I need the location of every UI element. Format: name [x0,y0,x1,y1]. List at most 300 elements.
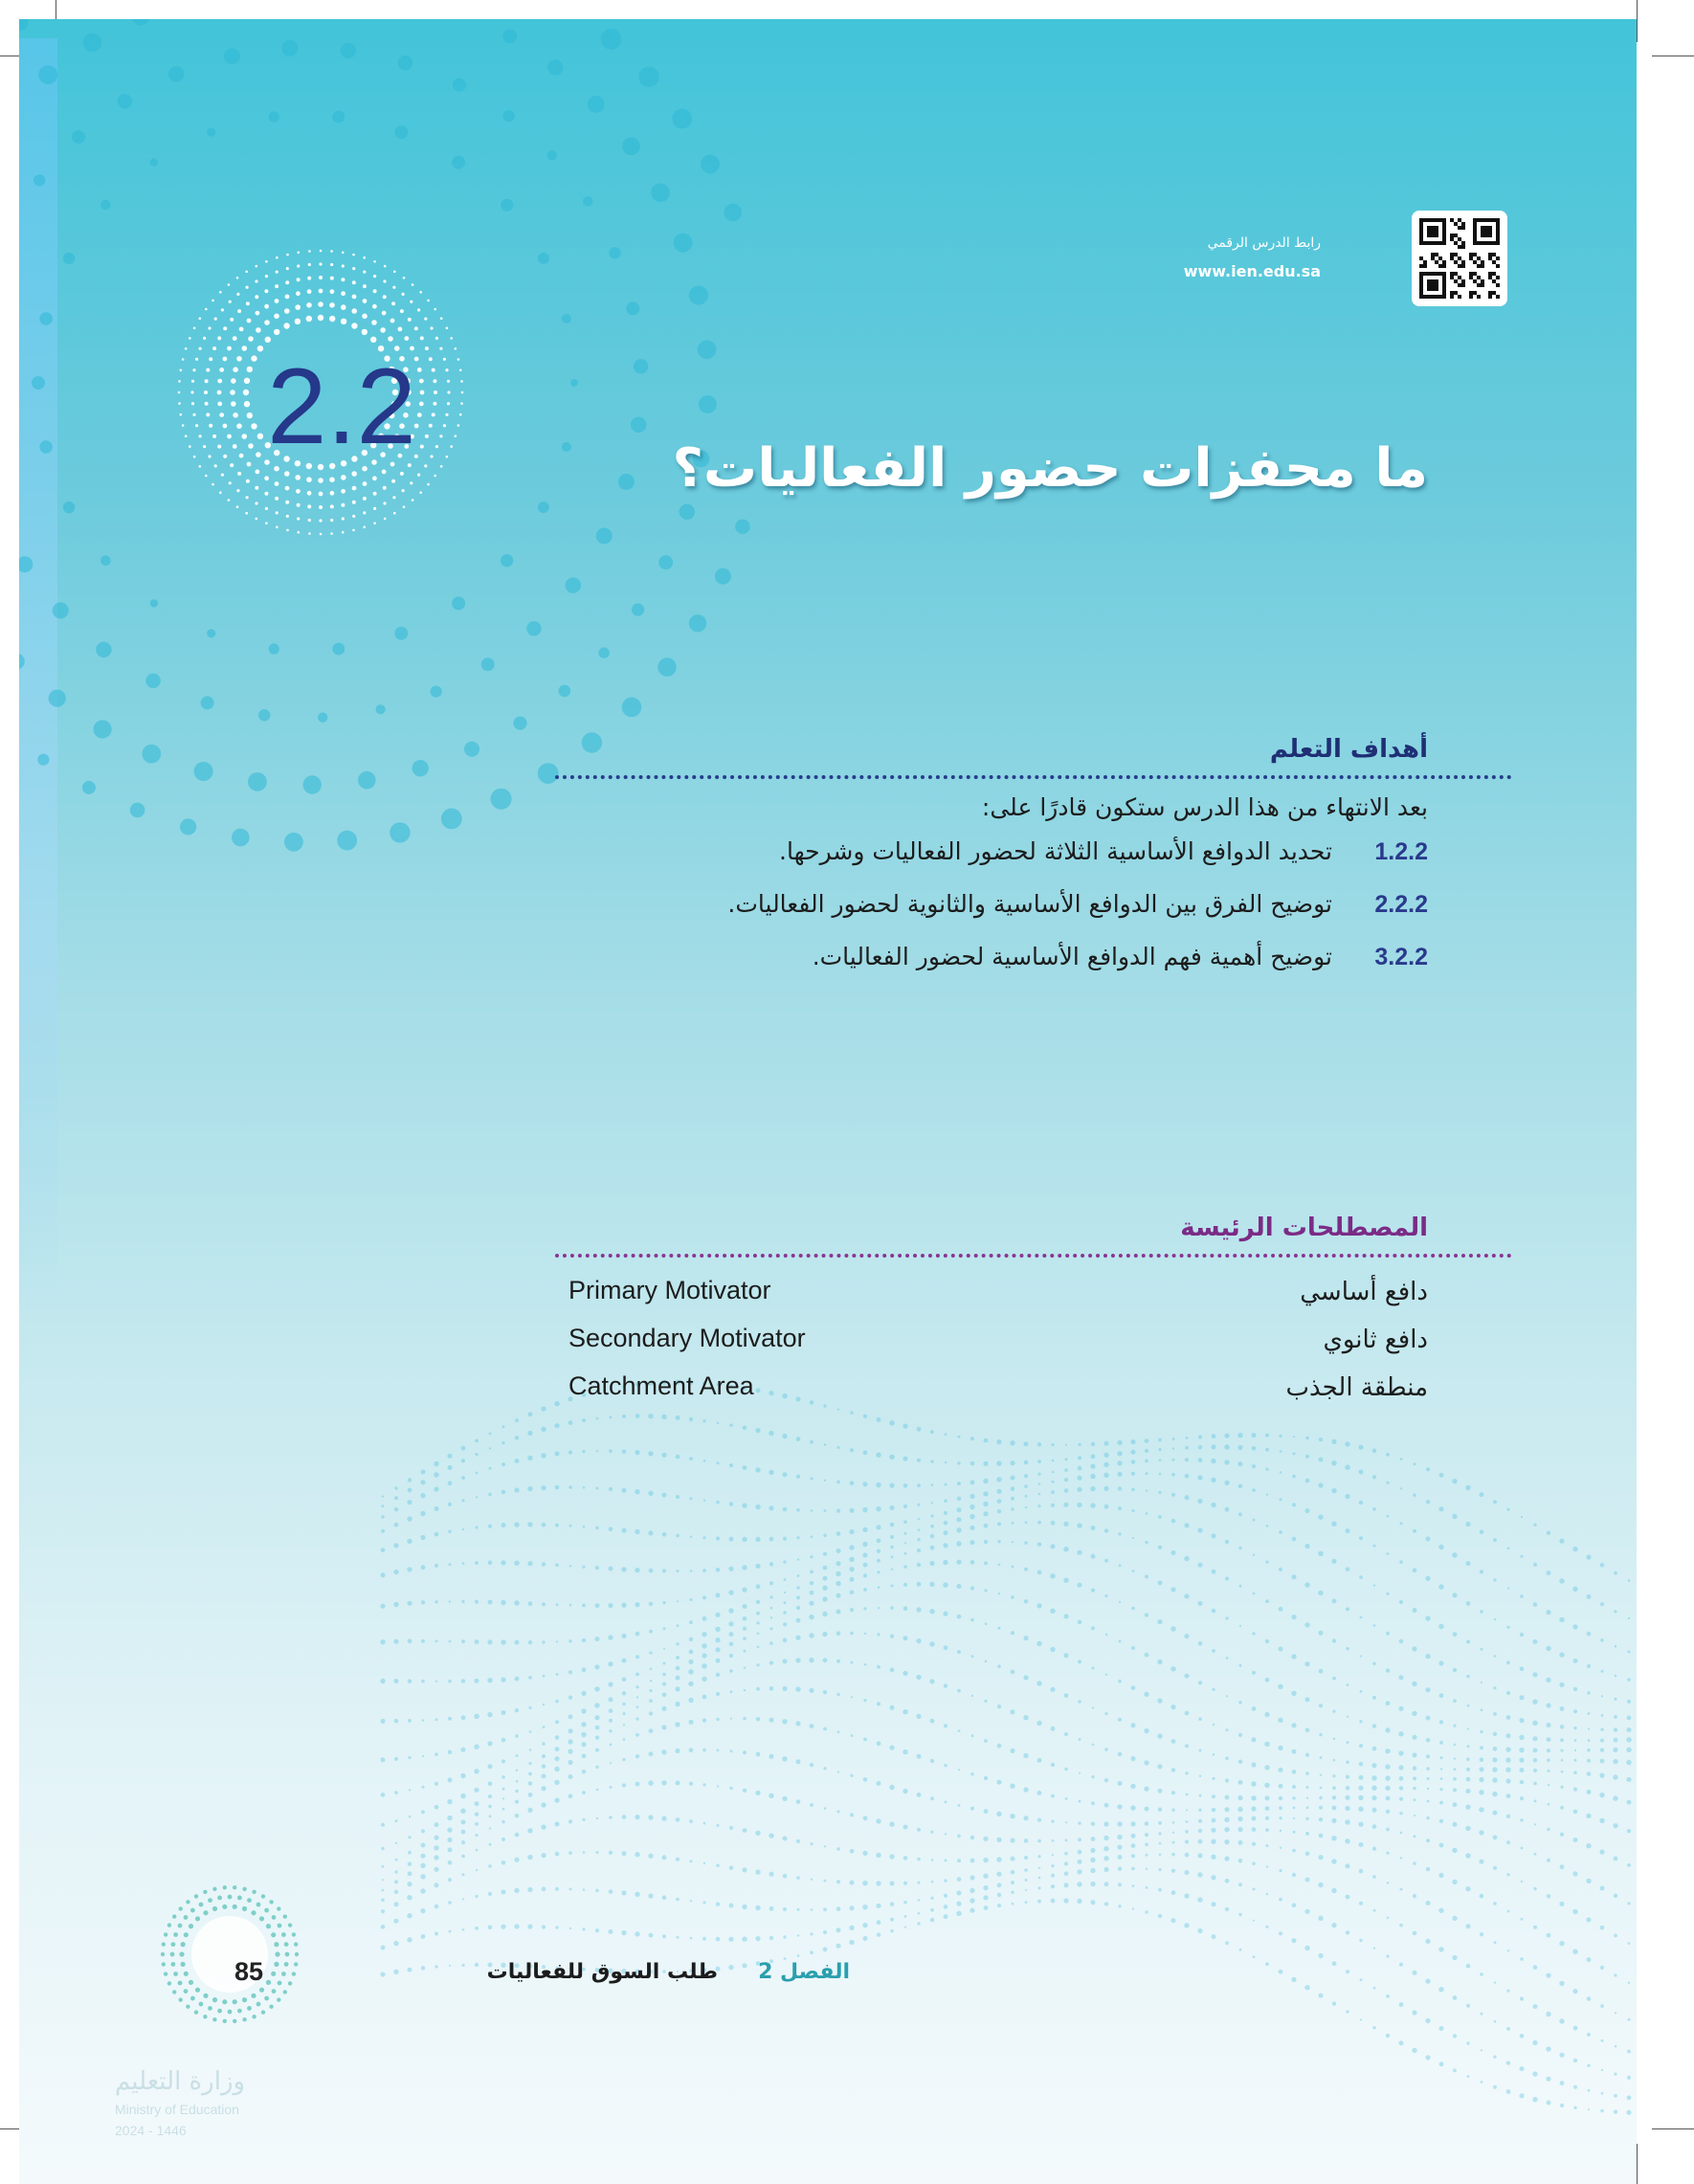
decor-dot [1452,1593,1457,1597]
decor-dot [542,1742,546,1746]
qr-module [1435,253,1438,256]
decor-dot [376,704,386,714]
decor-dot [863,1415,867,1418]
decor-dot [568,1760,572,1765]
decor-dot [889,1785,894,1790]
decor-dot [690,1536,692,1538]
decor-dot [1078,1466,1082,1471]
decor-dot [728,1608,733,1613]
decor-dot [1252,1632,1255,1635]
decor-dot [179,1906,183,1910]
decor-dot [1359,1939,1362,1942]
decor-dot [1051,1544,1056,1549]
decor-dot [1628,1617,1630,1619]
decor-dot [957,1497,962,1502]
qr-code[interactable] [1412,211,1507,306]
decor-dot [956,1560,961,1565]
decor-dot [408,1719,412,1723]
decor-dot [212,2017,216,2021]
qr-module [1458,245,1461,249]
decor-dot [219,491,222,494]
decor-dot [1011,1486,1015,1491]
decor-dot [1480,1972,1483,1976]
decor-dot [836,1571,840,1576]
decor-dot [1573,1838,1578,1842]
decor-dot [1331,1859,1336,1863]
decor-dot [394,1880,398,1883]
decor-dot [1117,1451,1122,1456]
decor-dot [917,1459,921,1462]
decor-dot [1064,1871,1069,1876]
decor-dot [610,1786,613,1789]
decor-dot [1465,1522,1470,1527]
decor-dot [891,1585,894,1588]
decor-dot [1467,2075,1470,2078]
decor-dot [1627,1716,1632,1721]
decor-dot [1197,1499,1202,1504]
decor-dot [1533,1887,1536,1890]
decor-dot [448,1680,451,1683]
decor-dot [849,1557,854,1562]
decor-dot [476,1496,478,1498]
decor-dot [701,155,720,174]
decor-dot [1091,1442,1095,1446]
decor-dot [190,1996,195,2001]
decor-dot [1332,1774,1335,1777]
decor-dot [876,1525,880,1529]
decor-dot [1319,1733,1323,1737]
decor-dot [488,1561,493,1566]
decor-dot [1439,1843,1444,1848]
decor-dot [308,250,311,253]
decor-dot [1158,1546,1162,1549]
decor-dot [716,1659,721,1663]
decor-dot [1520,1818,1523,1821]
decor-dot [930,1514,933,1517]
decor-dot [420,1511,425,1516]
decor-dot [1628,1982,1630,1984]
decor-dot [502,1861,506,1865]
decor-dot [877,1559,880,1563]
decor-dot [742,1504,747,1508]
decor-dot [1386,1955,1389,1958]
decor-dot [219,291,222,294]
decor-dot [1493,1712,1497,1716]
decor-dot [595,1735,599,1739]
qr-module [1458,264,1461,268]
decor-dot [329,316,335,322]
decor-dot [588,96,605,113]
decor-dot [1601,2092,1604,2095]
qr-module [1488,256,1492,260]
decor-dot [1628,1650,1631,1653]
decor-dot [1506,1660,1510,1664]
decor-dot [395,1859,398,1861]
qr-module [1450,291,1454,295]
decor-dot [1077,1882,1081,1886]
decor-dot [1237,1445,1242,1450]
decor-dot [1506,1794,1511,1798]
decor-dot [970,1859,975,1863]
decor-dot [698,340,717,359]
decor-dot [1265,1962,1269,1966]
decor-dot [783,1935,786,1938]
decor-dot [1372,2026,1375,2029]
decor-dot [863,1816,868,1820]
decor-dot [39,440,53,454]
decor-dot [769,1562,773,1566]
decor-dot [1454,1768,1457,1771]
decor-dot [635,1733,639,1737]
decor-dot [528,1772,532,1776]
decor-dot [1452,1880,1457,1884]
decor-dot [1305,1697,1310,1702]
decor-dot [286,254,289,256]
decor-dot [810,1400,814,1404]
decor-dot [529,1749,532,1751]
decor-dot [1440,1768,1442,1770]
decor-dot [1305,1878,1310,1883]
decor-dot [502,1738,506,1743]
decor-dot [1253,1920,1255,1922]
decor-dot [1103,1846,1108,1851]
decor-dot [514,1924,519,1928]
decor-dot [1225,1879,1230,1883]
decor-dot [168,66,184,81]
decor-dot [318,315,323,321]
decor-dot [239,327,244,332]
decor-dot [1319,1458,1324,1462]
decor-dot [391,301,395,305]
decor-dot [1225,1778,1229,1782]
decor-dot [461,1964,464,1967]
decor-dot [970,1514,974,1519]
decor-dot [1600,1563,1605,1568]
decor-dot [435,1822,439,1827]
decor-dot [863,1777,867,1781]
decor-dot [233,367,238,372]
decor-dot [1439,1788,1442,1791]
decor-dot [1398,1731,1403,1736]
decor-dot [689,1819,693,1823]
decor-dot [1024,1856,1028,1860]
decor-dot [434,1486,438,1491]
decor-dot [1211,1855,1215,1860]
decor-dot [782,1796,787,1801]
decor-dot [393,1639,398,1644]
decor-dot [595,1603,600,1608]
decor-dot [217,1896,222,1901]
decor-dot [1480,1570,1483,1573]
decor-dot [956,1517,961,1522]
decor-dot [756,1663,759,1666]
decor-dot [689,1457,693,1460]
decor-dot [971,1655,974,1658]
decor-dot [1359,1501,1364,1505]
decor-dot [1304,1661,1309,1666]
decor-dot [929,1609,934,1614]
decor-dot [363,526,366,529]
decor-dot [930,1918,934,1922]
decor-dot [889,1821,894,1826]
decor-dot [1157,1733,1162,1738]
decor-dot [1065,1458,1068,1460]
decor-dot [1051,1443,1054,1446]
decor-dot [1413,1894,1416,1898]
decor-dot [677,1600,679,1602]
decor-dot [1130,1821,1135,1826]
decor-dot [1050,1573,1055,1578]
decor-dot [394,1486,397,1489]
decor-dot [1118,1680,1122,1683]
decor-dot [1426,1767,1430,1771]
decor-dot [1480,1767,1484,1772]
decor-dot [796,1799,801,1804]
decor-dot [1572,1950,1577,1954]
decor-dot [1304,1544,1309,1549]
decor-dot [1371,1786,1376,1791]
decor-dot [118,94,132,108]
decor-dot [997,1893,1001,1897]
decor-dot [945,1859,947,1861]
decor-dot [393,1919,398,1924]
decor-dot [501,554,513,567]
decor-dot [1158,1832,1161,1835]
decor-dot [1118,1506,1122,1510]
decor-dot [434,1845,438,1850]
decor-dot [1266,1893,1269,1896]
decor-dot [1371,1795,1376,1800]
decor-dot [1533,1965,1538,1970]
decor-dot [1627,1727,1632,1732]
decor-dot [1601,1670,1604,1673]
qr-module [1492,291,1496,295]
decor-dot [83,33,101,52]
decor-dot [380,1604,385,1609]
decor-dot [1332,2001,1336,2005]
decor-dot [1238,1780,1243,1785]
decor-dot [1600,1739,1604,1743]
decor-dot [194,1894,198,1898]
decor-dot [430,326,433,329]
decor-dot [1306,1806,1309,1809]
decor-dot [622,1659,627,1663]
decor-dot [1077,1550,1081,1555]
decor-dot [1520,1695,1525,1700]
decor-dot [743,1750,747,1754]
decor-dot [237,1896,242,1901]
decor-dot [581,1722,586,1727]
decor-dot [543,1675,546,1678]
decor-dot [1359,1536,1363,1540]
decor-dot [1467,1745,1470,1748]
decor-dot [609,1708,613,1713]
term-english: Primary Motivator [568,1276,771,1304]
decor-dot [1024,1816,1029,1820]
decor-dot [1198,1445,1202,1449]
decor-dot [1614,2094,1617,2098]
decor-dot [769,1581,773,1585]
decor-dot [648,1530,653,1535]
decor-dot [1306,1786,1309,1789]
decor-dot [1010,1784,1014,1789]
decor-dot [689,1782,693,1786]
objective-number: 3.2.2 [1374,944,1428,970]
decor-dot [330,277,334,280]
decor-dot [1211,1459,1215,1463]
qr-module [1423,264,1427,268]
decor-dot [568,1819,572,1823]
decor-dot [1292,1903,1297,1907]
decor-dot [515,1640,520,1645]
decor-dot [528,1601,533,1606]
decor-dot [1144,1692,1148,1697]
decor-dot [957,1461,960,1464]
decor-dot [409,1816,412,1818]
decor-dot [1185,1458,1189,1461]
decor-dot [449,1930,452,1933]
decor-dot [1346,1970,1349,1973]
decor-dot [222,1905,227,1909]
decor-dot [676,1455,680,1460]
decor-dot [1492,1777,1497,1782]
decor-dot [447,1799,452,1804]
decor-dot [217,390,222,395]
decor-dot [1520,1666,1525,1671]
decor-dot [256,327,261,333]
decor-dot [277,1997,280,2001]
decor-dot [996,1872,1001,1877]
decor-dot [1345,1863,1349,1868]
decor-dot [1051,1763,1055,1767]
decor-dot [1600,1886,1605,1891]
decor-dot [1533,1524,1536,1527]
decor-dot [568,1739,572,1744]
decor-dot [1184,1893,1189,1898]
decor-dot [1197,1527,1202,1532]
decor-dot [394,627,408,640]
decor-dot [917,1858,921,1861]
decor-dot [1627,1800,1632,1805]
decor-dot [410,301,412,303]
decor-dot [541,1786,546,1791]
decor-dot [513,717,526,730]
decor-dot [1132,1884,1135,1887]
decor-dot [443,358,446,361]
decor-dot [380,1679,385,1683]
decor-dot [205,308,208,311]
decor-dot [1347,1683,1349,1686]
decor-dot [245,271,248,274]
decor-dot [308,263,311,266]
decor-dot [944,1511,947,1515]
decor-dot [204,390,208,394]
decor-dot [341,43,356,58]
decor-dot [195,424,198,427]
decor-dot [931,1881,934,1883]
decor-dot [393,1543,398,1548]
decor-dot [1573,2059,1577,2062]
decor-dot [502,1710,506,1715]
qr-module [1458,237,1461,241]
decor-dot [1025,1521,1028,1524]
decor-dot [1320,1756,1323,1759]
decor-dot [1572,1909,1577,1914]
decor-dot [823,1727,827,1731]
decor-dot [663,1662,666,1665]
decor-dot [1547,1894,1550,1898]
decor-dot [1533,1769,1537,1772]
decor-dot [363,299,368,303]
decor-dot [1198,1681,1202,1684]
decor-dot [1547,1859,1550,1862]
decor-dot [209,357,212,361]
decor-dot [983,1479,988,1483]
decor-dot [1519,2093,1524,2098]
decor-dot [1225,1616,1228,1619]
decor-dot [1197,1928,1202,1933]
decor-dot [1211,1444,1215,1449]
decor-dot [462,1873,465,1876]
decor-dot [970,1461,974,1465]
decor-dot [690,1900,692,1902]
decor-dot [1051,1727,1056,1731]
decor-dot [341,475,346,480]
decor-dot [1333,1759,1336,1762]
decor-dot [1226,1657,1229,1660]
decor-dot [862,1851,867,1856]
decor-dot [1347,1716,1349,1718]
decor-dot [877,1633,880,1636]
decor-dot [330,504,334,508]
decor-dot [1079,1800,1081,1803]
decor-dot [420,1874,425,1879]
decor-dot [252,2015,256,2018]
decor-dot [1465,1485,1470,1490]
decor-dot [1466,1675,1469,1678]
decor-dot [1103,1856,1108,1861]
decor-dot [1599,1850,1604,1855]
decor-dot [1185,1495,1190,1500]
digital-link-url[interactable]: www.ien.edu.sa [1183,262,1321,280]
decor-dot [173,1972,178,1976]
decor-dot [251,1910,256,1915]
decor-dot [1559,2018,1564,2023]
decor-dot [1224,1460,1229,1464]
decor-dot [1103,1867,1108,1872]
decor-dot [199,465,202,468]
decor-dot [515,1436,519,1439]
qr-module [1454,272,1458,276]
decor-dot [488,1892,492,1896]
decor-dot [1237,1827,1242,1832]
decor-dot [796,1595,800,1599]
decor-dot [836,1880,840,1883]
decor-dot [662,1706,667,1711]
decor-dot [555,1747,560,1751]
decor-dot [1560,1738,1564,1742]
decor-dot [582,1604,586,1608]
decor-dot [837,1730,840,1733]
decor-dot [1627,2050,1631,2054]
decor-dot [1413,1568,1417,1572]
decor-dot [1627,1700,1631,1704]
decor-dot [743,1604,747,1609]
decor-dot [212,435,216,438]
decor-dot [1037,1818,1041,1822]
decor-dot [435,1718,438,1721]
decor-dot [622,1415,626,1418]
